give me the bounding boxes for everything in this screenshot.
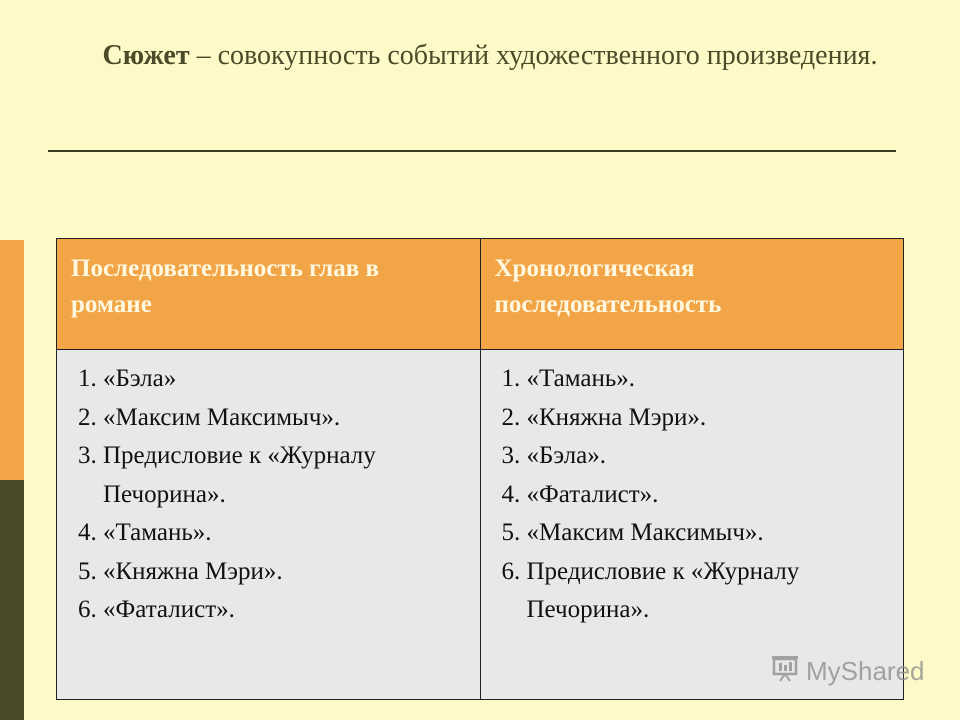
table-row [57,350,904,700]
list-item: 5. «Максим Максимыч». [527,514,892,553]
watermark [770,654,925,689]
title-term: Сюжет [102,40,190,71]
list-item: 2. «Княжна Мэри». [527,399,892,438]
header-novel-order: Последовательность глав в романе [57,239,481,350]
decor-bar-olive [0,480,24,720]
novel-order-list [69,360,468,630]
list-item: 2. «Максим Максимыч». [103,399,468,438]
list-item: 6. Предисловие к «Журналу Печорина». [527,553,892,630]
header-chronological-order: Хронологическая последовательность [480,239,904,350]
projector-screen-icon [770,654,800,689]
list-item: 4. «Тамань». [103,514,468,553]
list-item: 1. «Бэла» [103,360,468,399]
list-item: 4. «Фаталист». [527,476,892,515]
chapter-order-table [56,238,904,700]
title-divider [48,150,896,152]
list-item: 6. «Фаталист». [103,591,468,630]
decor-bar-orange [0,240,24,480]
list-item: 1. «Тамань». [527,360,892,399]
slide-title [60,36,920,76]
list-item: 3. Предисловие к «Журналу Печорина». [103,437,468,514]
chronological-order-list [493,360,892,630]
table-header-row [57,239,904,350]
watermark-text: MyShared [806,656,925,686]
chronological-order-cell [480,350,904,700]
novel-order-cell [57,350,481,700]
list-item: 5. «Княжна Мэри». [103,553,468,592]
list-item: 3. «Бэла». [527,437,892,476]
title-definition: – совокупность событий художественного произведения. [189,40,878,71]
